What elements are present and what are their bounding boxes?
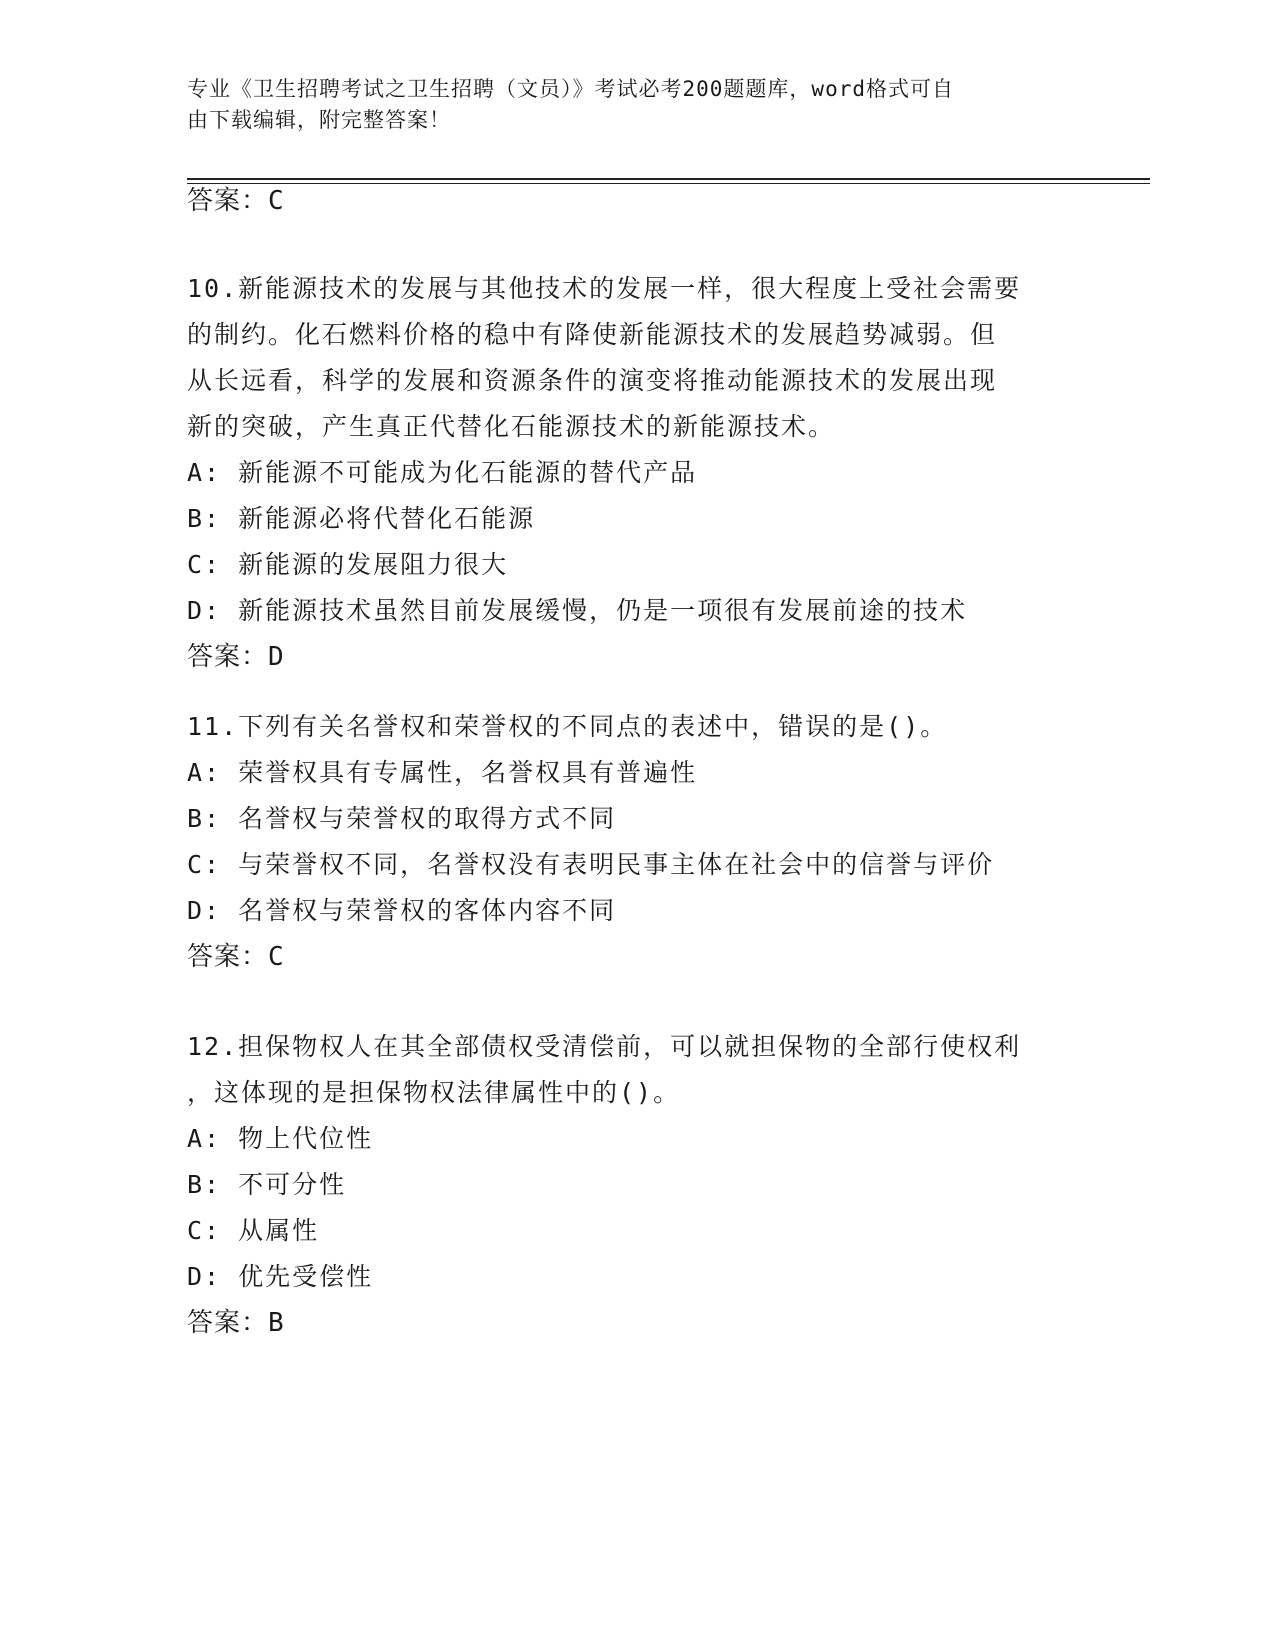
- question-stem: [187, 704, 1087, 750]
- stem-line: 10.新能源技术的发展与其他技术的发展一样，很大程度上受社会需要: [187, 274, 1022, 303]
- option-c: C: 从属性: [187, 1216, 320, 1245]
- option-b: B: 名誉权与荣誉权的取得方式不同: [187, 804, 617, 833]
- question-stem: [187, 266, 1087, 450]
- option-c: C: 与荣誉权不同，名誉权没有表明民事主体在社会中的信誉与评价: [187, 850, 995, 879]
- stem-line: 12.担保物权人在其全部债权受清偿前，可以就担保物的全部行使权利: [187, 1032, 1022, 1061]
- option-c: C: 新能源的发展阻力很大: [187, 550, 509, 579]
- answer: 答案：B: [187, 1308, 285, 1338]
- question-10: [187, 266, 1087, 672]
- document-header: [187, 74, 1067, 136]
- question-11: [187, 704, 1087, 972]
- header-line-2: 由下载编辑，附完整答案！: [187, 108, 451, 132]
- header-rule-thick: [187, 178, 1150, 180]
- stem-line: 11.下列有关名誉权和荣誉权的不同点的表述中，错误的是()。: [187, 712, 948, 741]
- header-line-1: 专业《卫生招聘考试之卫生招聘（文员）》考试必考200题题库，word格式可自: [187, 77, 954, 101]
- answer: 答案：C: [187, 942, 285, 972]
- answer: 答案：D: [187, 642, 285, 672]
- question-12: [187, 1024, 1087, 1338]
- header-rule-thin: [187, 183, 1150, 184]
- option-a: A: 荣誉权具有专属性，名誉权具有普遍性: [187, 758, 698, 787]
- question-stem: [187, 1024, 1087, 1116]
- stem-line: ，这体现的是担保物权法律属性中的()。: [187, 1078, 681, 1107]
- option-d: D: 优先受偿性: [187, 1262, 374, 1291]
- option-b: B: 新能源必将代替化石能源: [187, 504, 536, 533]
- stem-line: 的制约。化石燃料价格的稳中有降使新能源技术的发展趋势减弱。但: [187, 320, 998, 349]
- option-d: D: 名誉权与荣誉权的客体内容不同: [187, 896, 617, 925]
- option-d: D: 新能源技术虽然目前发展缓慢，仍是一项很有发展前途的技术: [187, 596, 968, 625]
- option-b: B: 不可分性: [187, 1170, 347, 1199]
- previous-answer: 答案：C: [187, 186, 285, 216]
- option-a: A: 物上代位性: [187, 1124, 374, 1153]
- option-a: A: 新能源不可能成为化石能源的替代产品: [187, 458, 698, 487]
- stem-line: 新的突破，产生真正代替化石能源技术的新能源技术。: [187, 412, 836, 441]
- stem-line: 从长远看，科学的发展和资源条件的演变将推动能源技术的发展出现: [187, 366, 998, 395]
